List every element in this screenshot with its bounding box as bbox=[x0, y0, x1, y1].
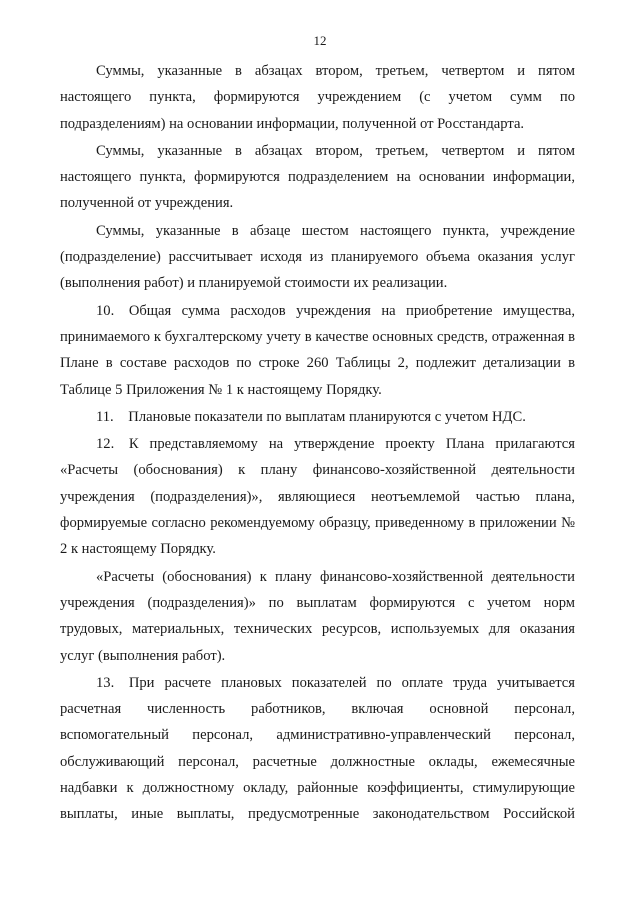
paragraph-sums-rosstandart: Суммы, указанные в абзацах втором, третьем, четвертом и пятом настоящего пункта, формируются учреждением (с учетом сумм по подразделениям) на основании информации, полученной от Росстандарта. bbox=[60, 63, 575, 132]
paragraph-item-13: 13. При расчете плановых показателей по оплате труда учитывается расчетная численность работников, включая основной персонал, вспомогательный персонал, административно-управленческий персонал, обслуживающий персонал, расчетные должностные оклады, ежемесячные надбавки к должностному окладу, районные коэффициенты, стимулирующие выплаты, иные выплаты, предусмотренные законодательством Российской bbox=[60, 674, 575, 823]
page-number: 12 bbox=[313, 33, 327, 48]
paragraph-calculations: «Расчеты (обоснования) к плану финансово-хозяйственной деятельности учреждения (подразделения)» по выплатам формируются с учетом норм трудовых, материальных, технических ресурсов, используемых для оказания услуг (выполнения работ). bbox=[60, 568, 575, 664]
paragraph-sums-subdivision: Суммы, указанные в абзацах втором, третьем, четвертом и пятом настоящего пункта, формируются подразделением на основании информации, полученной от учреждения. bbox=[60, 142, 575, 212]
paragraph-item-12: 12. К представляемому на утверждение проекту Плана прилагаются «Расчеты (обоснования) к плану финансово-хозяйственной деятельности учреждения (подразделения)», являющиеся неотъемлемой частью плана, формируемые согласно рекомендуемому образцу, приведенному в приложении № 2 к настоящему Порядку. bbox=[60, 436, 575, 558]
paragraph-item-10: 10. Общая сумма расходов учреждения на приобретение имущества, принимаемого к бухгалтерскому учету в качестве основных средств, отраженная в Плане в составе расходов по строке 260 Таблицы 2, подлежит детализации в Таблице 5 Приложения № 1 к настоящему Порядку. bbox=[60, 302, 575, 398]
paragraph-sums-sixth: Суммы, указанные в абзаце шестом настоящего пункта, учреждение (подразделение) рассчитывает исходя из планируемого объема оказания услуг (выполнения работ) и планируемой стоимости их реализации. bbox=[60, 222, 575, 292]
document-body bbox=[60, 58, 575, 828]
paragraph-item-11: 11. Плановые показатели по выплатам планируются с учетом НДС. bbox=[96, 408, 526, 425]
